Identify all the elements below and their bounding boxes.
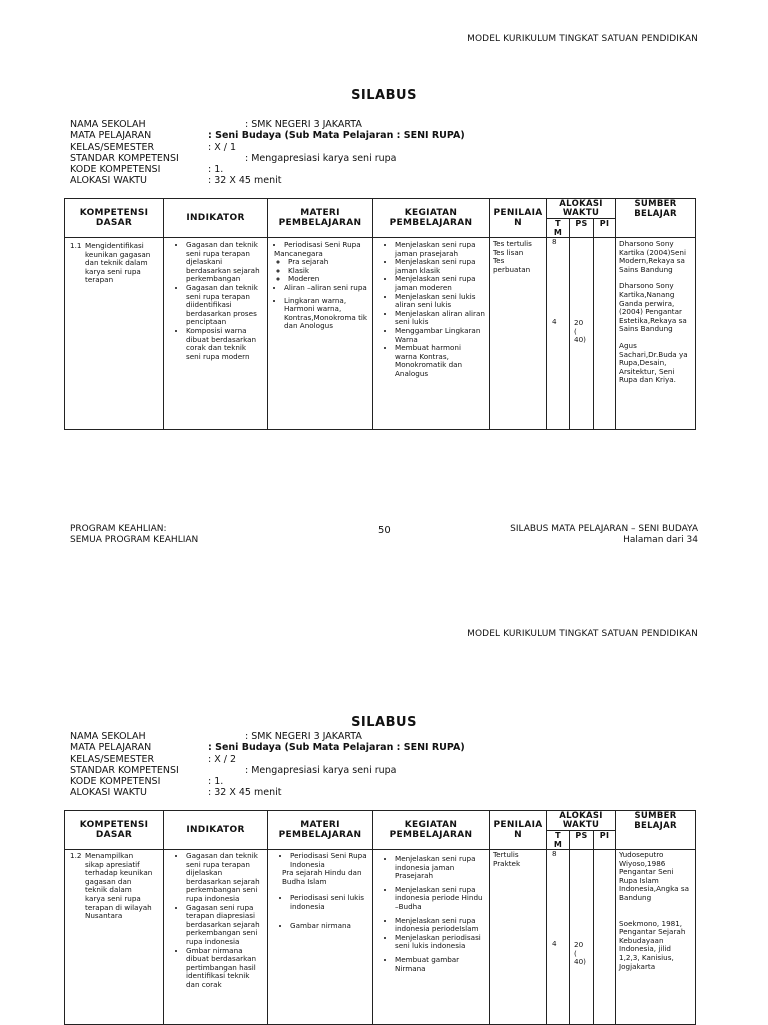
header-alokasi: ALOKASI WAKTU <box>547 199 616 219</box>
tm-value: 4 <box>552 317 557 326</box>
footer-page-of: Halaman dari 34 <box>623 535 698 545</box>
cell-kompetensi-dasar <box>65 850 164 1025</box>
header-materi: MATERI PEMBELAJARAN <box>268 199 373 238</box>
info-label: MATA PELAJARAN <box>70 742 152 754</box>
header-tm: T M <box>547 219 570 238</box>
kd-text: Menampilkan sikap apresiatif terhadap keunikan gagasan dan teknik dalam karya seni rupa terapan di wilayah Nusantara <box>85 851 153 921</box>
list-item: • Gambar nirmana <box>290 922 369 931</box>
header-tm: T M <box>547 831 570 850</box>
penilaian-item: Tes <box>493 256 505 266</box>
header-pi: PI <box>594 831 616 850</box>
header-kompetensi-dasar: KOMPETENSI DASAR <box>65 199 164 238</box>
header-alokasi: ALOKASI WAKTU <box>547 811 616 831</box>
header-indikator: INDIKATOR <box>164 811 268 850</box>
cell-tm <box>547 850 570 1025</box>
syllabus-table <box>64 810 696 1025</box>
cell-penilaian <box>490 238 547 430</box>
sumber-item: Soekmono, 1981, Pengantar Sejarah Kebudayaan Indonesia, jilid 1,2,3, Kanisius, Jogjakarta <box>619 918 686 971</box>
penilaian-item: Tes lisan <box>493 247 524 257</box>
info-value: : 32 X 45 menit <box>208 787 282 799</box>
cell-ps <box>570 238 594 430</box>
sumber-item: Dharsono Sony Kartika,Nanang Ganda perwira,(2004) Pengantar Estetika,Rekaya sa Sains Bandung <box>619 281 687 334</box>
list-item: • Menjelaskan seni rupa jaman klasik <box>395 258 485 275</box>
ps-value: ( <box>574 948 577 958</box>
list-item: • Periodisasi Seni Rupa Mancanegara <box>284 241 369 258</box>
info-label: ALOKASI WAKTU <box>70 175 147 187</box>
penilaian-item: Tes tertulis <box>493 239 532 248</box>
list-item: • Menjelaskan seni rupa indonesia periodeIslam <box>395 917 485 934</box>
info-value: : Seni Budaya (Sub Mata Pelajaran : SENI RUPA) <box>208 742 465 754</box>
info-label: ALOKASI WAKTU <box>70 787 147 799</box>
info-label: NAMA SEKOLAH <box>70 119 146 130</box>
cell-ps <box>570 850 594 1025</box>
kd-number: 1.1 <box>70 241 82 250</box>
list-item: ◦ Klasik <box>288 267 369 276</box>
footer-right <box>510 524 698 546</box>
ps-value: 40) <box>574 335 586 345</box>
info-label: STANDAR KOMPETENSI <box>70 764 179 776</box>
cell-materi <box>268 850 373 1025</box>
list-item: ◦ Moderen <box>288 275 369 284</box>
kd-text: Mengidentifikasi keunikan gagasan dan teknik dalam karya seni rupa terapan <box>85 241 151 285</box>
ps-value: ( <box>574 326 577 336</box>
info-block <box>70 119 690 187</box>
footer-program-value: SEMUA PROGRAM KEAHLIAN <box>70 535 199 545</box>
list-item: • Membuat harmoni warna Kontras, Monokromatik dan Analogus <box>395 344 485 378</box>
info-value: : X / 2 <box>208 753 237 765</box>
header-indikator: INDIKATOR <box>164 199 268 238</box>
header-penilaian: PENILAIA N <box>490 199 547 238</box>
page-header: MODEL KURIKULUM TINGKAT SATUAN PENDIDIKAN <box>467 34 698 44</box>
page-title: SILABUS <box>351 88 417 103</box>
header-materi: MATERI PEMBELAJARAN <box>268 811 373 850</box>
info-value: : Mengapresiasi karya seni rupa <box>245 152 397 164</box>
ps-value: 20 <box>574 318 584 327</box>
header-kegiatan: KEGIATAN PEMBELAJARAN <box>373 199 490 238</box>
info-label: STANDAR KOMPETENSI <box>70 152 179 164</box>
tm-value: 8 <box>552 237 557 246</box>
info-value: : Mengapresiasi karya seni rupa <box>245 764 397 776</box>
cell-pi <box>594 850 616 1025</box>
header-ps: PS <box>570 831 594 850</box>
info-block <box>70 731 690 799</box>
footer-program-label: PROGRAM KEAHLIAN: <box>70 524 167 534</box>
info-label: KODE KOMPETENSI <box>70 164 161 176</box>
list-item: • Menggambar Lingkaran Warna <box>395 327 485 344</box>
sumber-item: Agus Sachari,Dr.Buda ya Rupa,Desain, Arsitektur, Seni Rupa dan Kriya. <box>619 340 688 385</box>
info-value: : 1. <box>208 164 224 176</box>
page-title: SILABUS <box>351 715 417 730</box>
header-ps: PS <box>570 219 594 238</box>
list-item: • Aliran –aliran seni rupa <box>284 284 369 293</box>
list-item: • Gmbar nirmana dibuat berdasarkan pertimbangan hasil identifikasi teknik dan corak <box>186 947 263 990</box>
sumber-item: Yudoseputro Wiyoso,1986 Pengantar Seni Rupa Islam Indonesia,Angka sa Bandung <box>619 850 689 902</box>
info-value: : X / 1 <box>208 141 237 153</box>
tm-value: 4 <box>552 939 557 948</box>
list-item: • Gagasan dan teknik seni rupa terapan dijelaskan berdasarkan sejarah perkembangan seni rupa indonesia <box>186 852 263 904</box>
list-item: • Lingkaran warna, Harmoni warna, Kontras,Monokroma tik dan Anologus <box>284 297 369 331</box>
info-value: : SMK NEGERI 3 JAKARTA <box>245 731 362 742</box>
cell-indikator <box>164 850 268 1025</box>
list-item: • Gagasan dan teknik seni rupa terapan djelaskani berdasarkan sejarah perkembangan <box>186 241 263 284</box>
tm-value: 8 <box>552 849 557 858</box>
info-label: KELAS/SEMESTER <box>70 141 155 153</box>
list-item: • Menjelaskan seni rupa indonesia periode Hindu –Budha <box>395 886 485 912</box>
cell-materi <box>268 238 373 430</box>
list-item: • Menjelaskan seni rupa jaman moderen <box>395 275 485 292</box>
cell-kegiatan <box>373 238 490 430</box>
info-value: : 1. <box>208 776 224 788</box>
list-item: • Komposisi warna dibuat berdasarkan corak dan teknik seni rupa modern <box>186 327 263 361</box>
cell-sumber <box>616 850 696 1025</box>
list-item: • Gagasan dan teknik seni rupa terapan diidentifikasi berdasarkan proses penciptaan <box>186 284 263 327</box>
info-value: : Seni Budaya (Sub Mata Pelajaran : SENI RUPA) <box>208 130 465 142</box>
page-number: 50 <box>378 525 391 536</box>
list-item: ◦ Pra sejarah <box>288 258 369 267</box>
ps-value: 20 <box>574 940 584 949</box>
list-item: • Menjelaskan periodisasi seni lukis indonesia <box>395 934 485 951</box>
cell-kegiatan <box>373 850 490 1025</box>
info-label: MATA PELAJARAN <box>70 130 152 142</box>
penilaian-item: perbuatan <box>493 264 531 274</box>
info-label: KODE KOMPETENSI <box>70 776 161 788</box>
info-value: : SMK NEGERI 3 JAKARTA <box>245 119 362 130</box>
ps-value: 40) <box>574 957 586 967</box>
info-value: : 32 X 45 menit <box>208 175 282 187</box>
penilaian-item: Praktek <box>493 858 521 868</box>
materi-subtext: Pra sejarah Hindu dan Budha Islam <box>282 868 362 886</box>
header-sumber: SUMBER BELAJAR <box>616 811 696 850</box>
list-item: • Menjelaskan seni rupa jaman prasejarah <box>395 241 485 258</box>
header-kompetensi-dasar: KOMPETENSI DASAR <box>65 811 164 850</box>
list-item: • Menjelaskan seni rupa indonesia jaman Prasejarah <box>395 855 485 881</box>
list-item: • Menjelaskan aliran aliran seni lukis <box>395 310 485 327</box>
cell-sumber <box>616 238 696 430</box>
cell-kompetensi-dasar <box>65 238 164 430</box>
footer-left <box>70 524 198 546</box>
footer-subject: SILABUS MATA PELAJARAN – SENI BUDAYA <box>510 524 698 534</box>
info-label: NAMA SEKOLAH <box>70 731 146 742</box>
cell-pi <box>594 238 616 430</box>
info-label: KELAS/SEMESTER <box>70 753 155 765</box>
cell-penilaian <box>490 850 547 1025</box>
kd-number: 1.2 <box>70 851 82 860</box>
list-item: • Periodisasi seni lukis indonesia <box>290 894 369 911</box>
list-item: • Membuat gambar Nirmana <box>395 956 485 973</box>
list-item: • Gagasan seni rupa terapan diapresiasi berdasarkan sejarah perkembangan seni rupa indonesia <box>186 904 263 947</box>
cell-indikator <box>164 238 268 430</box>
header-sumber: SUMBER BELAJAR <box>616 199 696 238</box>
header-pi: PI <box>594 219 616 238</box>
header-penilaian: PENILAIA N <box>490 811 547 850</box>
page-header: MODEL KURIKULUM TINGKAT SATUAN PENDIDIKAN <box>467 629 698 639</box>
header-kegiatan: KEGIATAN PEMBELAJARAN <box>373 811 490 850</box>
list-item: • Menjelaskan seni lukis aliran seni lukis <box>395 293 485 310</box>
list-item: • Periodisasi Seni Rupa Indonesia <box>290 852 369 869</box>
cell-tm <box>547 238 570 430</box>
syllabus-table <box>64 198 696 430</box>
sumber-item: Dharsono Sony Kartika (2004)Seni Modern,Rekaya sa Sains Bandung <box>619 239 686 274</box>
penilaian-item: Tertulis <box>493 850 519 859</box>
